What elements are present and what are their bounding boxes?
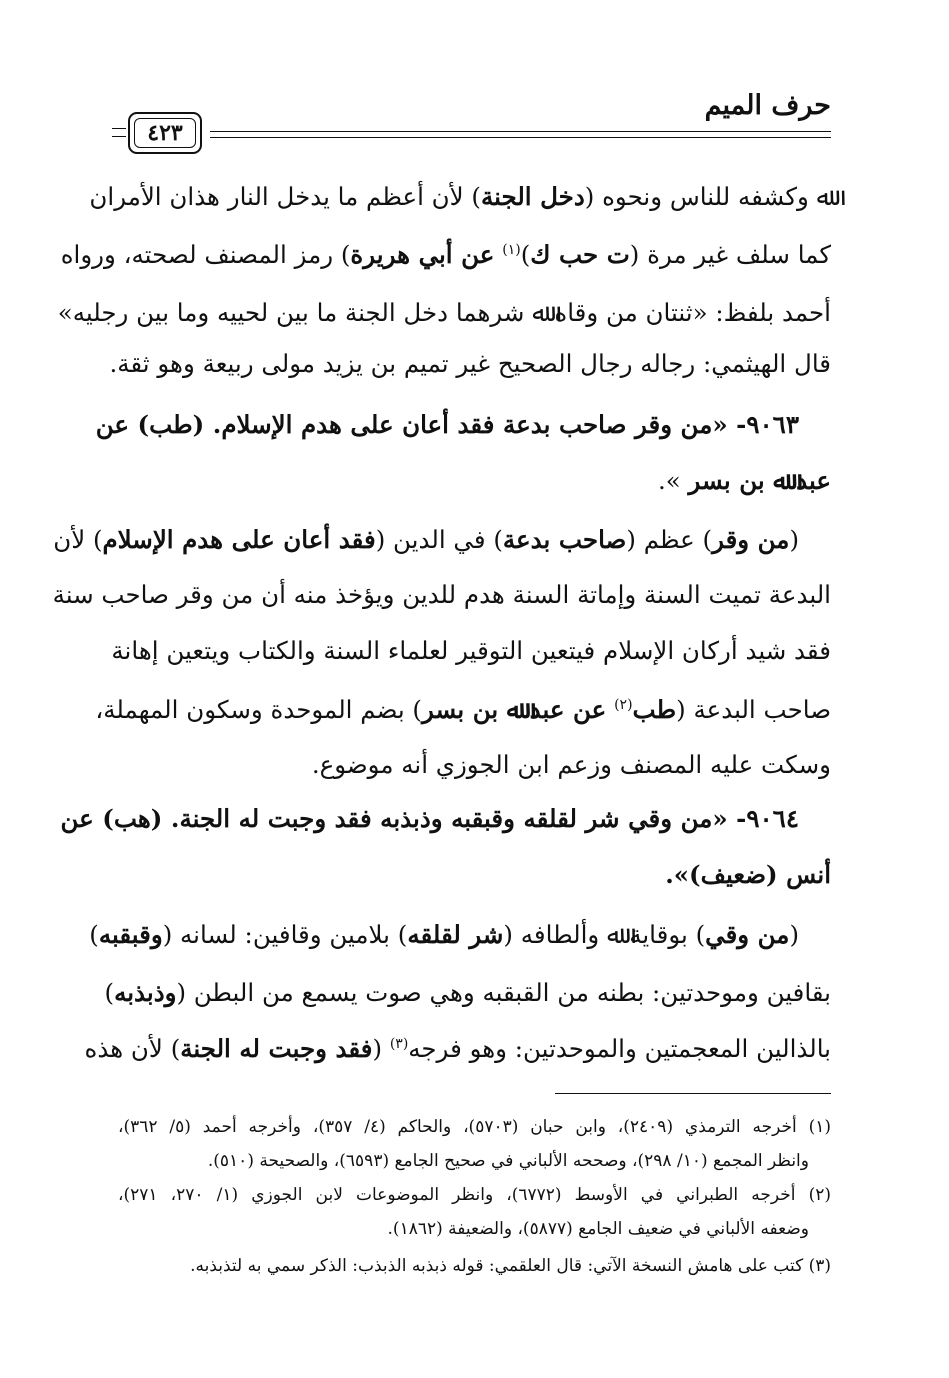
hadith-9063-source: عبد ﷲ بن بسر ».	[657, 466, 831, 495]
body-line: صاحب البدعة (طب$^{(٢)}$ عن عبد ﷲ بن بسر) بضم الموحدة وسكون المهملة،	[95, 695, 831, 724]
page-number-frame	[128, 112, 202, 154]
hadith-9064-text: ٩٠٦٤- «من وقي شر لقلقه وقبقبه وذبذبه فقد وجبت له الجنة. (هب) عن	[60, 804, 799, 833]
footnote-2-continued: وضعفه الألباني في ضعيف الجامع (٥٨٧٧)، والضعيفة (١٨٦٢).	[387, 1219, 809, 1239]
footnote-3: (٣) كتب على هامش النسخة الآتي: قال العلقمي: قوله ذبذبه الذبذب: الذكر سمي به لتذبذبه.	[190, 1256, 831, 1276]
hadith-9064-source: أنس (ضعيف)».	[665, 860, 831, 889]
header-tick-top	[112, 128, 126, 129]
body-line: أحمد بلفظ: «ثنتان من وقاه ﷲ شرهما دخل الجنة ما بين لحييه وما بين رجليه»	[57, 298, 831, 327]
footnote-ref: (٢)	[614, 696, 633, 713]
running-head: حرف الميم	[704, 90, 831, 121]
body-line: قال الهيثمي: رجاله رجال الصحيح غير تميم بن يزيد مولى ربيعة وهو ثقة.	[109, 349, 831, 378]
body-line: وسكت عليه المصنف وزعم ابن الجوزي أنه موضوع.	[311, 750, 831, 779]
body-line: ﷲ وكشفه للناس ونحوه (دخل الجنة) لأن أعظم ما يدخل النار هذان الأمران	[89, 182, 831, 211]
body-line: فقد شيد أركان الإسلام فيتعين التوقير لعلماء السنة والكتاب ويتعين إهانة	[111, 636, 831, 665]
footnote-separator	[555, 1093, 831, 1094]
footnote-1-continued: وانظر المجمع (١٠/ ٢٩٨)، وصححه الألباني في صحيح الجامع (٦٥٩٣)، والصحيحة (٥١٠).	[207, 1151, 809, 1171]
footnote-1: (١) أخرجه الترمذي (٢٤٠٩)، وابن حبان (٥٧٠٣)، والحاكم (٤/ ٣٥٧)، وأخرجه أحمد (٥/ ٣٦٢)،	[118, 1117, 831, 1137]
footnote-ref: (١)	[502, 241, 521, 258]
body-line: بالذالين المعجمتين والموحدتين: وهو فرجه$^{(٣)}$ (فقد وجبت له الجنة) لأن هذه	[84, 1034, 831, 1063]
body-line: (من وقي) بوقاية ﷲ وألطافه (شر لقلقه) بلامين وقافين: لسانه (وقبقبه)	[89, 920, 799, 949]
hadith-9063-text: ٩٠٦٣- «من وقر صاحب بدعة فقد أعان على هدم الإسلام. (طب) عن	[95, 410, 799, 439]
header-rule-top	[210, 131, 831, 132]
body-line: كما سلف غير مرة (ت حب ك)$^{(١)}$ عن أبي هريرة) رمز المصنف لصحته، ورواه	[60, 240, 831, 269]
body-line: البدعة تميت السنة وإماتة السنة هدم للدين ويؤخذ منه أن من وقر صاحب سنة	[52, 580, 831, 609]
page-number: ٤٢٣	[134, 118, 196, 148]
body-line: (من وقر) عظم (صاحب بدعة) في الدين (فقد أعان على هدم الإسلام) لأن	[53, 525, 799, 554]
footnote-2: (٢) أخرجه الطبراني في الأوسط (٦٧٧٢)، وانظر الموضوعات لابن الجوزي (١/ ٢٧٠، ٢٧١)،	[118, 1185, 832, 1205]
footnote-ref: (٣)	[389, 1035, 409, 1052]
header-tick-bottom	[112, 136, 126, 137]
header-rule-bottom	[210, 137, 831, 138]
body-line: بقافين وموحدتين: بطنه من القبقبه وهي صوت يسمع من البطن (وذبذبه)	[104, 978, 831, 1007]
